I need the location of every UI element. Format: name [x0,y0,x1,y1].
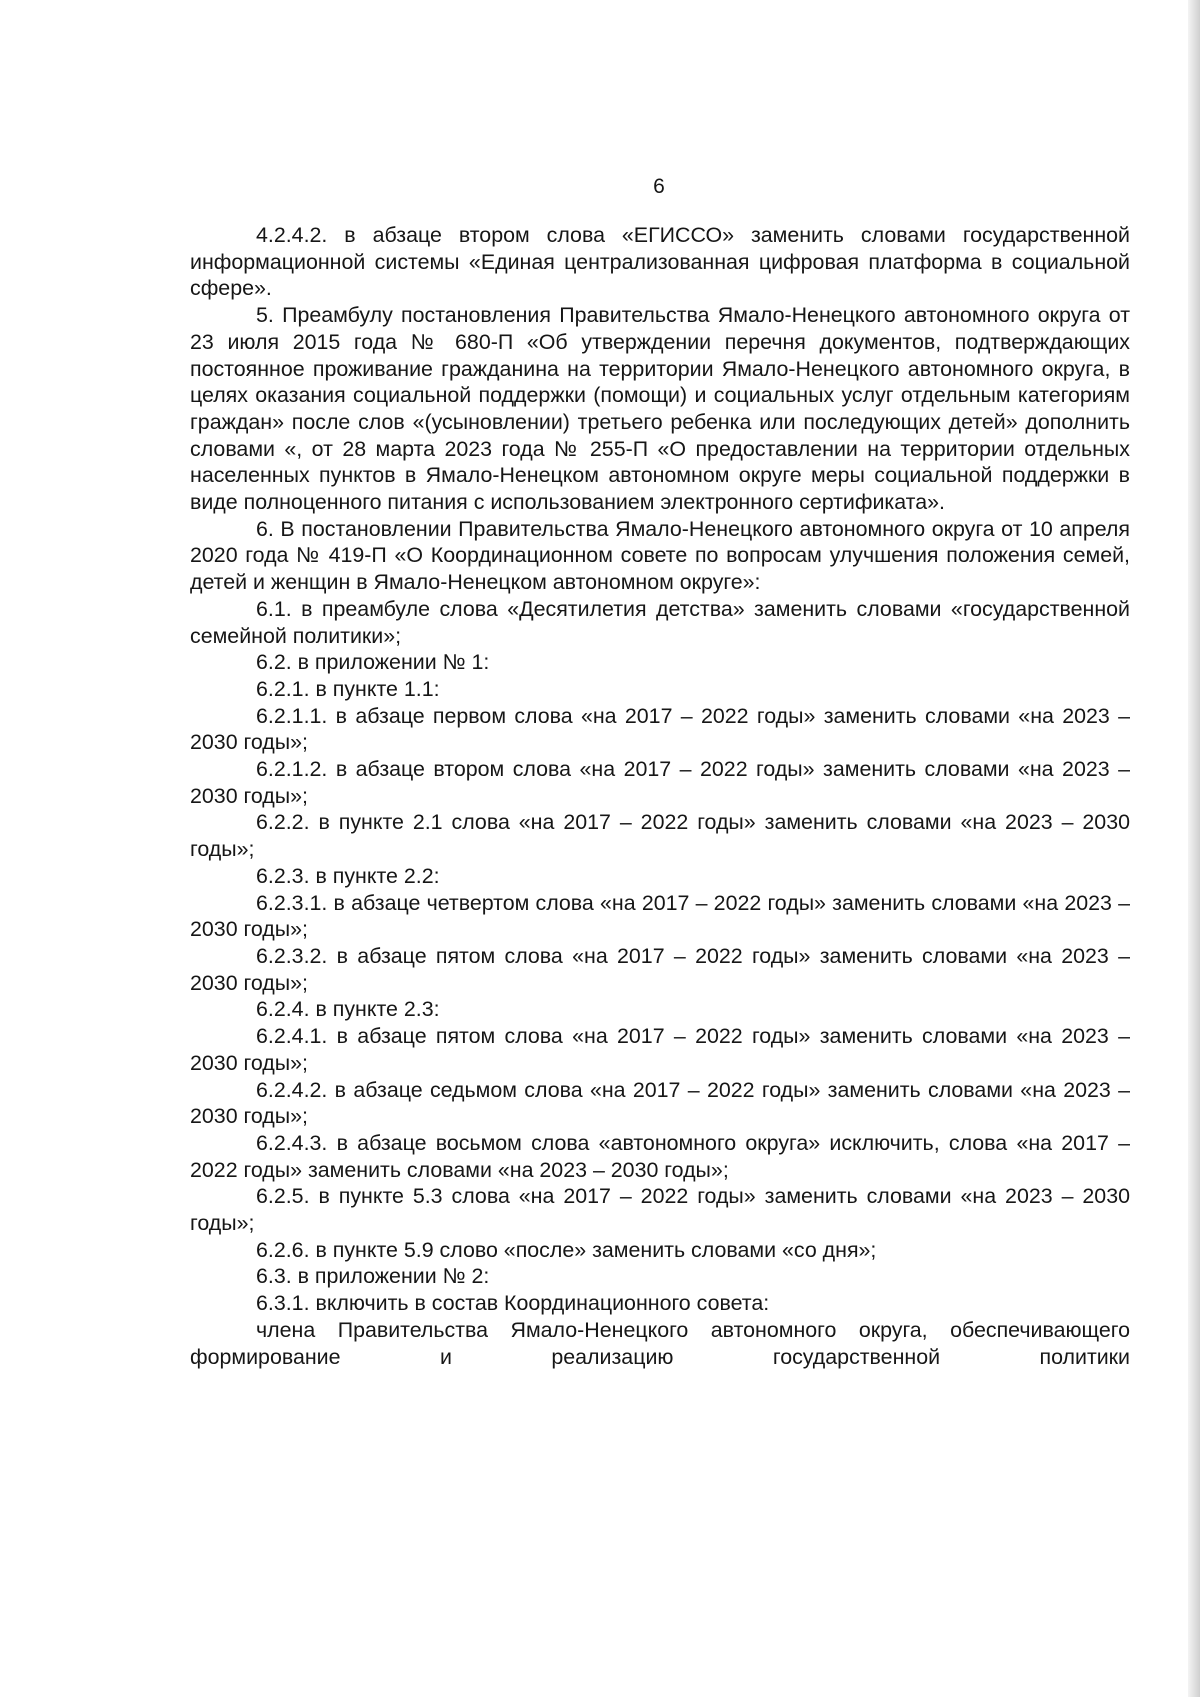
paragraph-6-2-3-1: 6.2.3.1. в абзаце четвертом слова «на 2017 – 2022 годы» заменить словами «на 2023 – 2030 годы»; [190,890,1130,942]
paragraph-6-3-1: 6.3.1. включить в состав Координационного совета: [256,1291,770,1316]
page-number: 6 [653,175,665,198]
paragraph-6: 6. В постановлении Правительства Ямало-Ненецкого автономного округа от 10 апреля 2020 года № 419-П «О Координационном совете по вопросам улучшения положения семей, детей и женщин в Ямало-Ненецком автономном округе»: [190,516,1130,595]
paragraph-6-3: 6.3. в приложении № 2: [256,1264,490,1289]
paragraph-5: 5. Преамбулу постановления Правительства Ямало-Ненецкого автономного округа от 23 июля 2015 года № 680-П «Об утверждении перечня документов, подтверждающих постоянное проживание гражданина на территории Ямало-Ненецкого автономного округа, в целях оказания социальной поддержки (помощи) и социальных услуг отдельным категориям граждан» после слов «(усыновлении) третьего ребенка или последующих детей» дополнить словами «, от 28 марта 2023 года № 255-П «О предоставлении на территории отдельных населенных пунктов в Ямало-Ненецком автономном округе меры социальной поддержки в виде полноценного питания с использованием электронного сертификата». [190,303,1130,515]
paragraph-6-2-4: 6.2.4. в пункте 2.3: [256,997,440,1022]
paragraph-member-clause: члена Правительства Ямало-Ненецкого автономного округа, обеспечивающего формирование и реализацию государственной политики [190,1317,1130,1369]
scan-edge-shadow [1188,0,1200,1697]
paragraph-6-2-4-3: 6.2.4.3. в абзаце восьмом слова «автономного округа» исключить, слова «на 2017 – 2022 годы» заменить словами «на 2023 – 2030 годы»; [190,1130,1130,1182]
paragraph-6-2-1: 6.2.1. в пункте 1.1: [256,676,440,701]
paragraph-6-1: 6.1. в преамбуле слова «Десятилетия детства» заменить словами «государственной семейной политики»; [190,596,1130,648]
paragraph-6-2-5: 6.2.5. в пункте 5.3 слова «на 2017 – 2022 годы» заменить словами «на 2023 – 2030 годы»; [190,1184,1130,1236]
paragraph-6-2-4-1: 6.2.4.1. в абзаце пятом слова «на 2017 – 2022 годы» заменить словами «на 2023 – 2030 годы»; [190,1024,1130,1075]
document-body [190,222,1130,1370]
paragraph-6-2-2: 6.2.2. в пункте 2.1 слова «на 2017 – 2022 годы» заменить словами «на 2023 – 2030 годы»; [190,810,1130,862]
paragraph-4-2-4-2: 4.2.4.2. в абзаце втором слова «ЕГИССО» заменить словами государственной информационной системы «Единая централизованная цифровая платформа в социальной сфере». [190,223,1130,301]
paragraph-6-2-1-1: 6.2.1.1. в абзаце первом слова «на 2017 – 2022 годы» заменить словами «на 2023 – 2030 годы»; [190,703,1130,755]
paragraph-6-2-6: 6.2.6. в пункте 5.9 слово «после» заменить словами «со дня»; [256,1237,877,1262]
paragraph-6-2: 6.2. в приложении № 1: [256,650,490,675]
paragraph-6-2-3-2: 6.2.3.2. в абзаце пятом слова «на 2017 – 2022 годы» заменить словами «на 2023 – 2030 годы»; [190,943,1130,995]
paragraph-6-2-3: 6.2.3. в пункте 2.2: [256,863,440,888]
paragraph-6-2-4-2: 6.2.4.2. в абзаце седьмом слова «на 2017 – 2022 годы» заменить словами «на 2023 – 2030 годы»; [190,1077,1130,1129]
paragraph-6-2-1-2: 6.2.1.2. в абзаце втором слова «на 2017 – 2022 годы» заменить словами «на 2023 – 2030 годы»; [190,757,1130,808]
